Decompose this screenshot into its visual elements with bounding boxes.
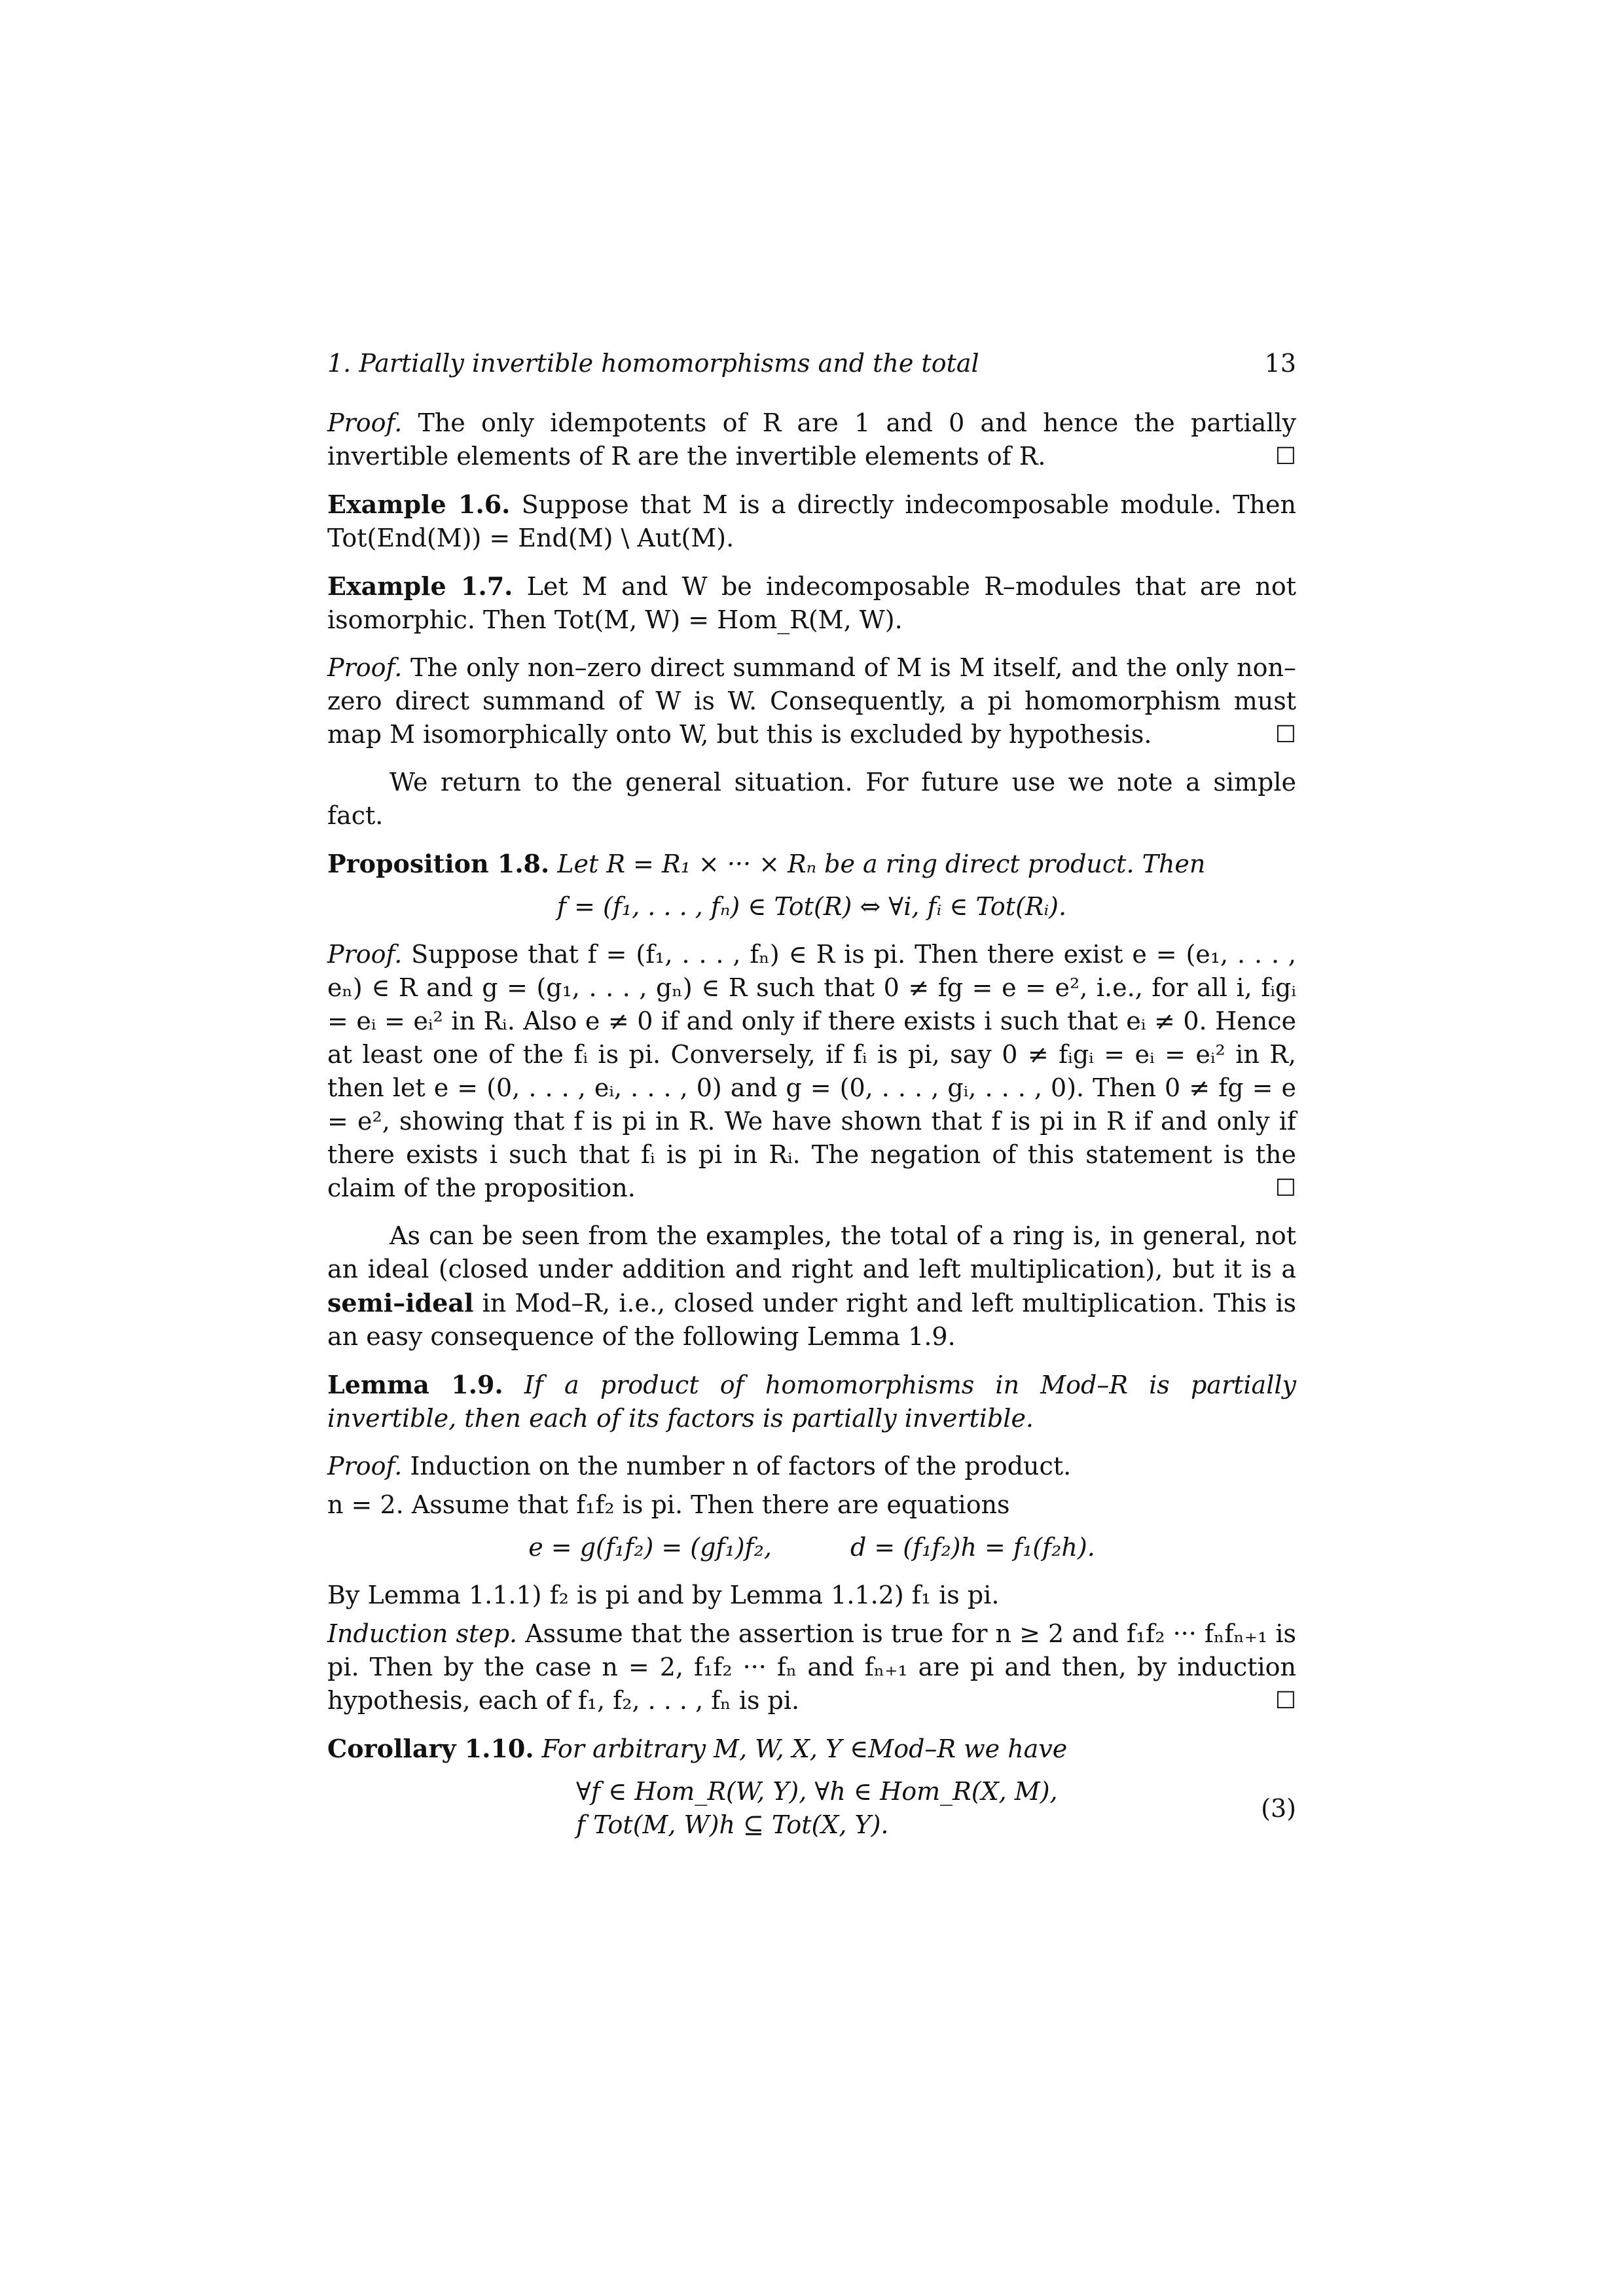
page [327,347,1296,1856]
proof-label: Proof. [327,653,403,682]
lemma-label: Lemma 1.9. [327,1370,503,1399]
display-equation-left: e = g(f₁f₂) = (gf₁)f₂, [528,1533,772,1562]
lemma-1-9 [327,1368,1296,1435]
equation-number: (3) [1261,1794,1296,1823]
corollary-display-equation [327,1775,1296,1842]
qed-icon: ☐ [1275,443,1296,470]
lemma-text: If a product of homomorphisms in Mod–R is partially invertible, then each of its factors is partially invertible. [327,1371,1296,1433]
return-paragraph: We return to the general situation. For future use we note a simple fact. [327,768,1296,830]
semi-ideal-term: semi–ideal [327,1288,474,1318]
proof-paragraph-1 [327,406,1296,473]
proof-paragraph-2 [327,651,1296,751]
proof-paragraph-3 [327,938,1296,1205]
induction-step [327,1617,1296,1717]
examples-text-after: in Mod–R, i.e., closed under right and left multiplication. This is an easy consequence of the following Lemma 1.9. [327,1289,1296,1351]
proof-label: Proof. [327,940,403,969]
proof-text: Suppose that f = (f₁, . . . , fₙ) ∈ R is pi. Then there exist e = (e₁, . . . , eₙ) ∈ R and g = (g₁, . . . , gₙ) ∈ R such that 0 ≠ fg = e = e², i.e., for all i, fᵢgᵢ = eᵢ = eᵢ² in Rᵢ. Also e ≠ 0 if and only if there exists i such that eᵢ ≠ 0. Hence at least one of the fᵢ is pi. Conversely, if fᵢ is pi, say 0 ≠ fᵢgᵢ = eᵢ = eᵢ² in R, then let e = (0, . . . , eᵢ, . . . , 0) and g = (0, . . . , gᵢ, . . . , 0). Then 0 ≠ fg = e = e², showing that f is pi in R. We have shown that f is pi in R if and only if there exists i such that fᵢ is pi in Rᵢ. The negation of this statement is the claim of the proposition. [327,940,1296,1202]
display-equation-right: d = (f₁f₂)h = f₁(f₂h). [850,1533,1095,1562]
corollary-display-line-2: f Tot(M, W)h ⊆ Tot(X, Y). [576,1810,889,1839]
proposition-text: Let R = R₁ × ··· × Rₙ be a ring direct product. Then [549,850,1206,878]
by-lemma-line: By Lemma 1.1.1) f₂ is pi and by Lemma 1.1.2) f₁ is pi. [327,1581,1000,1609]
example-1-6 [327,488,1296,555]
example-label: Example 1.7. [327,571,513,601]
proof-text: The only non–zero direct summand of M is M itself, and the only non–zero direct summand of W is W. Consequently, a pi homomorphism must map M isomorphically onto W, but this is excluded by hypothesis. [327,653,1296,749]
page-number: 13 [1264,349,1296,378]
corollary-display-line-1: ∀f ∈ Hom_R(W, Y), ∀h ∈ Hom_R(X, M), [576,1777,1058,1806]
proof-paragraph-4 [327,1450,1296,1483]
proposition-display-equation: f = (f₁, . . . , fₙ) ∈ Tot(R) ⇔ ∀i, fᵢ ∈ Tot(Rᵢ). [556,892,1067,921]
proof-label: Proof. [327,1452,403,1480]
examples-text-before: As can be seen from the examples, the total of a ring is, in general, not an ideal (closed under addition and right and left multiplication), but it is a [327,1221,1296,1283]
induction-text: Assume that the assertion is true for n ≥ 2 and f₁f₂ ··· fₙfₙ₊₁ is pi. Then by the case n = 2, f₁f₂ ··· fₙ and fₙ₊₁ are pi and then, by induction hypothesis, each of f₁, f₂, . . . , fₙ is pi. [327,1619,1296,1715]
example-text: Let M and W be indecomposable R–modules that are not isomorphic. Then Tot(M, W) = Hom_R(M, W). [327,572,1297,634]
corollary-1-10 [327,1732,1296,1766]
running-head [327,347,1296,380]
proposition-label: Proposition 1.8. [327,849,550,878]
running-head-title: 1. Partially invertible homomorphisms and the total [327,349,979,378]
qed-icon: ☐ [1275,1175,1296,1202]
proof-text: The only idempotents of R are 1 and 0 and hence the partially invertible elements of R are the invertible elements of R. [327,408,1296,471]
proof-text: Induction on the number n of factors of the product. [402,1452,1072,1480]
example-label: Example 1.6. [327,490,511,519]
case-n-equals-2: n = 2. Assume that f₁f₂ is pi. Then there are equations [327,1490,1010,1519]
case-display-equations [327,1531,1296,1564]
corollary-text: For arbitrary M, W, X, Y ∈Mod–R we have [534,1734,1068,1763]
qed-icon: ☐ [1275,721,1296,748]
example-1-7 [327,569,1296,637]
examples-paragraph [327,1219,1296,1354]
induction-label: Induction step. [327,1619,518,1648]
example-text: Suppose that M is a directly indecomposable module. Then Tot(End(M)) = End(M) \ Aut(M). [327,490,1296,552]
corollary-label: Corollary 1.10. [327,1734,534,1763]
proof-label: Proof. [327,408,403,437]
proposition-1-8 [327,847,1296,881]
qed-icon: ☐ [1275,1687,1296,1714]
